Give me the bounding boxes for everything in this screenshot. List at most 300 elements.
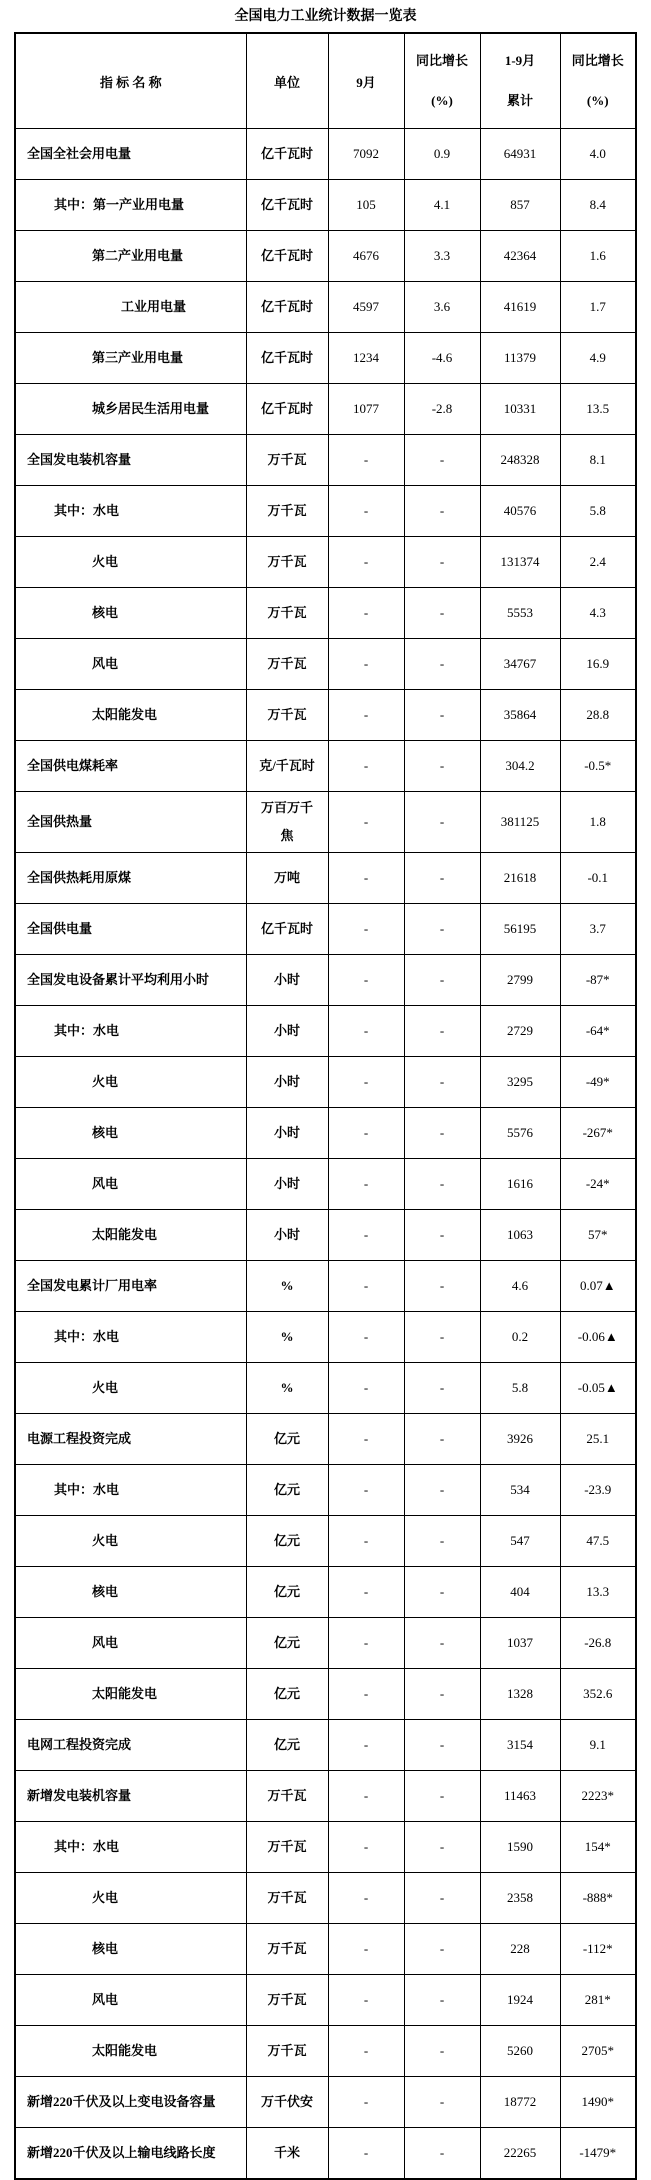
cumulative-yoy-cell: -112* [560,1924,636,1975]
cumulative-value-cell: 5260 [480,2026,560,2077]
indicator-cell: 核电 [15,588,246,639]
unit-cell: 万千瓦 [246,1975,328,2026]
september-value-cell: - [328,639,404,690]
cumulative-yoy-cell: -49* [560,1057,636,1108]
indicator-cell: 火电 [15,1057,246,1108]
header-cumulative [480,33,560,129]
september-value-cell: - [328,2077,404,2128]
cumulative-value-cell: 534 [480,1465,560,1516]
unit-cell: 千米 [246,2128,328,2180]
cumulative-yoy-cell: 5.8 [560,486,636,537]
table-row [15,853,636,904]
cumulative-yoy-cell: -23.9 [560,1465,636,1516]
indicator-cell: 风电 [15,1975,246,2026]
cumulative-value-cell: 64931 [480,129,560,180]
cumulative-value-cell: 2799 [480,955,560,1006]
unit-cell: 小时 [246,955,328,1006]
indicator-cell: 火电 [15,1516,246,1567]
indicator-cell: 新增发电装机容量 [15,1771,246,1822]
september-yoy-cell: - [404,853,480,904]
september-value-cell: 7092 [328,129,404,180]
cumulative-value-cell: 1924 [480,1975,560,2026]
september-value-cell: - [328,1669,404,1720]
table-row [15,1720,636,1771]
table-row [15,1261,636,1312]
header-cumulative-lines [481,34,560,128]
september-yoy-cell: -4.6 [404,333,480,384]
table-row [15,588,636,639]
header-row [15,33,636,129]
unit-cell: 万千伏安 [246,2077,328,2128]
cumulative-value-cell: 304.2 [480,741,560,792]
september-yoy-cell: - [404,1210,480,1261]
september-value-cell: - [328,1414,404,1465]
cumulative-value-cell: 56195 [480,904,560,955]
september-value-cell: - [328,1873,404,1924]
september-value-cell: - [328,1363,404,1414]
table-row [15,537,636,588]
table-row [15,1108,636,1159]
cumulative-yoy-cell: 4.3 [560,588,636,639]
cumulative-value-cell: 11379 [480,333,560,384]
unit-cell: 亿元 [246,1567,328,1618]
unit-cell: 亿千瓦时 [246,129,328,180]
table-row [15,2077,636,2128]
september-value-cell: - [328,1006,404,1057]
cumulative-value-cell: 34767 [480,639,560,690]
september-value-cell: - [328,486,404,537]
header-unit [246,33,328,129]
cumulative-yoy-cell: 9.1 [560,1720,636,1771]
cumulative-value-cell: 21618 [480,853,560,904]
unit-cell: 小时 [246,1108,328,1159]
september-yoy-cell: - [404,1057,480,1108]
september-yoy-cell: - [404,2128,480,2180]
indicator-cell: 太阳能发电 [15,2026,246,2077]
september-yoy-cell: - [404,1771,480,1822]
table-row [15,435,636,486]
header-yoy-cumulative-line1: 同比增长 [571,53,624,68]
unit-cell: % [246,1363,328,1414]
table-row [15,1414,636,1465]
september-value-cell: - [328,1567,404,1618]
september-yoy-cell: - [404,1567,480,1618]
unit-cell: 万千瓦 [246,1924,328,1975]
cumulative-value-cell: 5576 [480,1108,560,1159]
cumulative-value-cell: 5.8 [480,1363,560,1414]
september-value-cell: - [328,1771,404,1822]
indicator-cell: 新增220千伏及以上变电设备容量 [15,2077,246,2128]
september-yoy-cell: - [404,1924,480,1975]
cumulative-value-cell: 131374 [480,537,560,588]
cumulative-yoy-cell: 13.3 [560,1567,636,1618]
cumulative-value-cell: 547 [480,1516,560,1567]
september-value-cell: 4597 [328,282,404,333]
cumulative-value-cell: 2358 [480,1873,560,1924]
unit-cell: 万百万千焦 [246,792,328,853]
september-value-cell: - [328,1822,404,1873]
cumulative-value-cell: 1590 [480,1822,560,1873]
cumulative-value-cell: 18772 [480,2077,560,2128]
unit-cell: 万千瓦 [246,1822,328,1873]
indicator-cell: 太阳能发电 [15,690,246,741]
header-yoy-month [404,33,480,129]
table-body [15,129,636,2180]
indicator-cell: 火电 [15,1363,246,1414]
september-yoy-cell: - [404,1618,480,1669]
cumulative-yoy-cell: 1490* [560,2077,636,2128]
table-row [15,282,636,333]
unit-cell: % [246,1312,328,1363]
indicator-cell: 全国发电累计厂用电率 [15,1261,246,1312]
september-value-cell: - [328,588,404,639]
table-row [15,1924,636,1975]
indicator-cell: 核电 [15,1108,246,1159]
september-yoy-cell: - [404,1873,480,1924]
september-yoy-cell: - [404,1006,480,1057]
september-yoy-cell: 3.3 [404,231,480,282]
header-yoy-month-line1: 同比增长 [415,53,468,68]
indicator-cell: 其中：水电 [15,1312,246,1363]
september-yoy-cell: - [404,435,480,486]
indicator-cell: 全国全社会用电量 [15,129,246,180]
header-month-label: 9月 [356,74,376,90]
table-row [15,639,636,690]
unit-cell: 亿元 [246,1720,328,1771]
cumulative-value-cell: 0.2 [480,1312,560,1363]
unit-cell: 万千瓦 [246,690,328,741]
page-title: 全国电力工业统计数据一览表 [234,9,417,24]
table-row [15,1057,636,1108]
september-value-cell: - [328,904,404,955]
indicator-cell: 火电 [15,537,246,588]
table-row [15,741,636,792]
unit-cell: 亿千瓦时 [246,231,328,282]
header-yoy-month-line2: (%) [431,93,453,108]
indicator-cell: 电源工程投资完成 [15,1414,246,1465]
header-indicator [15,33,246,129]
header-unit-label: 单位 [273,74,300,90]
september-value-cell: - [328,1975,404,2026]
september-yoy-cell: - [404,588,480,639]
cumulative-value-cell: 248328 [480,435,560,486]
table-row [15,129,636,180]
cumulative-yoy-cell: 2705* [560,2026,636,2077]
header-yoy-cumulative [560,33,636,129]
september-value-cell: - [328,690,404,741]
september-yoy-cell: - [404,792,480,853]
table-row [15,904,636,955]
cumulative-value-cell: 3926 [480,1414,560,1465]
september-value-cell: - [328,955,404,1006]
september-yoy-cell: - [404,1261,480,1312]
cumulative-value-cell: 1037 [480,1618,560,1669]
september-yoy-cell: 3.6 [404,282,480,333]
cumulative-value-cell: 3295 [480,1057,560,1108]
september-yoy-cell: 0.9 [404,129,480,180]
september-value-cell: - [328,1108,404,1159]
september-value-cell: - [328,1618,404,1669]
indicator-cell: 太阳能发电 [15,1210,246,1261]
cumulative-yoy-cell: -0.05▲ [560,1363,636,1414]
header-yoy-month-lines [405,34,480,128]
header-indicator-label: 指 标 名 称 [99,74,162,90]
cumulative-value-cell: 11463 [480,1771,560,1822]
indicator-cell: 全国发电装机容量 [15,435,246,486]
september-value-cell: - [328,853,404,904]
table-header [15,33,636,129]
september-yoy-cell: - [404,741,480,792]
cumulative-value-cell: 22265 [480,2128,560,2180]
september-yoy-cell: - [404,1975,480,2026]
table-row [15,1669,636,1720]
september-yoy-cell: -2.8 [404,384,480,435]
unit-cell: 万千瓦 [246,537,328,588]
cumulative-value-cell: 2729 [480,1006,560,1057]
indicator-cell: 火电 [15,1873,246,1924]
cumulative-yoy-cell: 47.5 [560,1516,636,1567]
september-value-cell: - [328,1210,404,1261]
table-row [15,1363,636,1414]
table-row [15,1465,636,1516]
september-value-cell: - [328,741,404,792]
header-yoy-cumulative-lines [561,34,636,128]
cumulative-value-cell: 4.6 [480,1261,560,1312]
cumulative-yoy-cell: -24* [560,1159,636,1210]
cumulative-yoy-cell: 0.07▲ [560,1261,636,1312]
table-row [15,1006,636,1057]
table-row [15,1312,636,1363]
september-yoy-cell: - [404,537,480,588]
cumulative-yoy-cell: 281* [560,1975,636,2026]
statistics-table [14,32,637,2180]
header-cumulative-line1: 1-9月 [504,53,536,68]
indicator-cell: 全国发电设备累计平均利用小时 [15,955,246,1006]
unit-cell: 万千瓦 [246,2026,328,2077]
september-yoy-cell: - [404,1363,480,1414]
header-cumulative-line2: 累计 [506,93,533,108]
table-row [15,486,636,537]
september-yoy-cell: - [404,955,480,1006]
indicator-cell: 新增220千伏及以上输电线路长度 [15,2128,246,2180]
indicator-cell: 其中：第一产业用电量 [15,180,246,231]
september-value-cell: 1234 [328,333,404,384]
september-value-cell: - [328,1057,404,1108]
unit-cell: 万千瓦 [246,435,328,486]
table-row [15,1975,636,2026]
table-row [15,1771,636,1822]
unit-cell: 亿千瓦时 [246,333,328,384]
cumulative-yoy-cell: 4.0 [560,129,636,180]
indicator-cell: 其中：水电 [15,1006,246,1057]
unit-cell: % [246,1261,328,1312]
unit-cell: 万千瓦 [246,1771,328,1822]
indicator-cell: 全国供热耗用原煤 [15,853,246,904]
september-yoy-cell: - [404,2077,480,2128]
indicator-cell: 全国供热量 [15,792,246,853]
cumulative-yoy-cell: 1.8 [560,792,636,853]
cumulative-value-cell: 381125 [480,792,560,853]
table-row [15,333,636,384]
indicator-cell: 其中：水电 [15,1822,246,1873]
september-value-cell: - [328,1516,404,1567]
september-yoy-cell: - [404,1312,480,1363]
september-yoy-cell: - [404,2026,480,2077]
unit-cell: 小时 [246,1210,328,1261]
cumulative-value-cell: 5553 [480,588,560,639]
header-month [328,33,404,129]
cumulative-yoy-cell: -87* [560,955,636,1006]
cumulative-yoy-cell: -888* [560,1873,636,1924]
cumulative-yoy-cell: -267* [560,1108,636,1159]
table-row [15,1516,636,1567]
unit-cell: 万千瓦 [246,639,328,690]
table-row [15,955,636,1006]
unit-cell: 万吨 [246,853,328,904]
september-value-cell: 1077 [328,384,404,435]
unit-cell: 万千瓦 [246,588,328,639]
indicator-cell: 核电 [15,1924,246,1975]
indicator-cell: 第二产业用电量 [15,231,246,282]
september-value-cell: - [328,1465,404,1516]
unit-cell: 小时 [246,1057,328,1108]
table-row [15,1618,636,1669]
september-value-cell: - [328,792,404,853]
cumulative-yoy-cell: 2223* [560,1771,636,1822]
september-yoy-cell: - [404,1108,480,1159]
cumulative-yoy-cell: 57* [560,1210,636,1261]
september-value-cell: - [328,2128,404,2180]
indicator-cell: 其中：水电 [15,1465,246,1516]
cumulative-yoy-cell: 2.4 [560,537,636,588]
cumulative-yoy-cell: 352.6 [560,1669,636,1720]
cumulative-yoy-cell: -0.5* [560,741,636,792]
unit-cell: 亿元 [246,1618,328,1669]
indicator-cell: 第三产业用电量 [15,333,246,384]
unit-cell: 小时 [246,1159,328,1210]
september-yoy-cell: - [404,1669,480,1720]
header-yoy-cumulative-line2: (%) [586,93,609,108]
table-row [15,690,636,741]
september-value-cell: - [328,1924,404,1975]
cumulative-yoy-cell: -0.1 [560,853,636,904]
indicator-cell: 核电 [15,1567,246,1618]
cumulative-value-cell: 40576 [480,486,560,537]
table-row [15,1873,636,1924]
table-row [15,1159,636,1210]
september-yoy-cell: - [404,1516,480,1567]
cumulative-yoy-cell: 1.7 [560,282,636,333]
september-yoy-cell: - [404,1414,480,1465]
cumulative-yoy-cell: 4.9 [560,333,636,384]
unit-cell: 亿元 [246,1465,328,1516]
unit-cell: 亿元 [246,1669,328,1720]
table-row [15,2026,636,2077]
september-value-cell: - [328,435,404,486]
cumulative-yoy-cell: -64* [560,1006,636,1057]
september-yoy-cell: - [404,1159,480,1210]
unit-cell: 亿千瓦时 [246,384,328,435]
cumulative-yoy-cell: 154* [560,1822,636,1873]
cumulative-value-cell: 35864 [480,690,560,741]
cumulative-value-cell: 1328 [480,1669,560,1720]
indicator-cell: 全国供电煤耗率 [15,741,246,792]
september-value-cell: - [328,537,404,588]
cumulative-yoy-cell: 16.9 [560,639,636,690]
september-value-cell: - [328,1720,404,1771]
cumulative-yoy-cell: -1479* [560,2128,636,2180]
september-value-cell: 105 [328,180,404,231]
september-yoy-cell: - [404,690,480,741]
cumulative-yoy-cell: -26.8 [560,1618,636,1669]
indicator-cell: 电网工程投资完成 [15,1720,246,1771]
cumulative-value-cell: 42364 [480,231,560,282]
unit-cell: 克/千瓦时 [246,741,328,792]
table-row [15,384,636,435]
table-row [15,1567,636,1618]
unit-cell: 亿元 [246,1516,328,1567]
cumulative-yoy-cell: 28.8 [560,690,636,741]
cumulative-yoy-cell: -0.06▲ [560,1312,636,1363]
september-value-cell: - [328,1159,404,1210]
table-row [15,1822,636,1873]
indicator-cell: 风电 [15,1159,246,1210]
cumulative-yoy-cell: 8.4 [560,180,636,231]
table-row [15,1210,636,1261]
september-yoy-cell: 4.1 [404,180,480,231]
indicator-cell: 城乡居民生活用电量 [15,384,246,435]
september-value-cell: - [328,1261,404,1312]
table-row [15,231,636,282]
indicator-cell: 风电 [15,1618,246,1669]
cumulative-yoy-cell: 13.5 [560,384,636,435]
unit-cell: 小时 [246,1006,328,1057]
september-yoy-cell: - [404,1720,480,1771]
indicator-cell: 全国供电量 [15,904,246,955]
unit-cell: 亿元 [246,1414,328,1465]
cumulative-value-cell: 1616 [480,1159,560,1210]
cumulative-value-cell: 3154 [480,1720,560,1771]
indicator-cell: 太阳能发电 [15,1669,246,1720]
indicator-cell: 工业用电量 [15,282,246,333]
unit-cell: 万千瓦 [246,486,328,537]
september-yoy-cell: - [404,639,480,690]
unit-cell: 亿千瓦时 [246,904,328,955]
september-yoy-cell: - [404,904,480,955]
september-value-cell: - [328,1312,404,1363]
unit-cell: 亿千瓦时 [246,282,328,333]
september-yoy-cell: - [404,1465,480,1516]
cumulative-yoy-cell: 3.7 [560,904,636,955]
cumulative-yoy-cell: 8.1 [560,435,636,486]
table-row [15,792,636,853]
table-row [15,2128,636,2180]
indicator-cell: 风电 [15,639,246,690]
unit-cell: 万千瓦 [246,1873,328,1924]
september-yoy-cell: - [404,1822,480,1873]
unit-cell: 亿千瓦时 [246,180,328,231]
cumulative-value-cell: 1063 [480,1210,560,1261]
cumulative-value-cell: 41619 [480,282,560,333]
cumulative-value-cell: 228 [480,1924,560,1975]
cumulative-value-cell: 857 [480,180,560,231]
september-value-cell: 4676 [328,231,404,282]
cumulative-value-cell: 10331 [480,384,560,435]
september-value-cell: - [328,2026,404,2077]
cumulative-yoy-cell: 25.1 [560,1414,636,1465]
september-yoy-cell: - [404,486,480,537]
cumulative-value-cell: 404 [480,1567,560,1618]
